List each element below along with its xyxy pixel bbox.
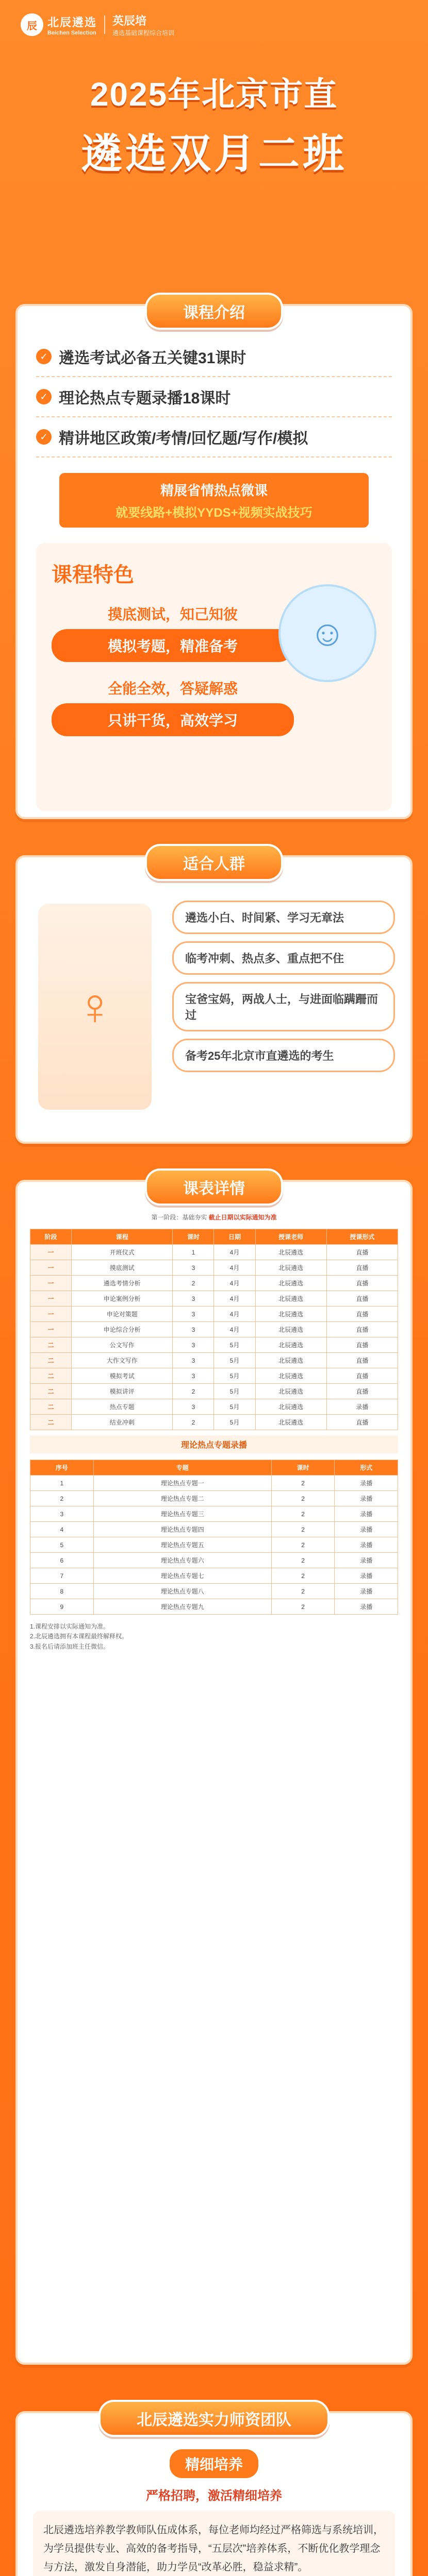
table-header-row [30, 1460, 398, 1476]
table-row [30, 1476, 398, 1491]
schedule-note-red: 截止日期以实际通知为准 [208, 1214, 277, 1221]
table-cell: 直播 [326, 1260, 398, 1276]
team-sub-title: 精细培养 [170, 2449, 258, 2478]
table-cell: 4月 [214, 1260, 255, 1276]
table-cell: 直播 [326, 1322, 398, 1337]
highlight-title: 精展省情热点微课 [160, 483, 268, 498]
check-icon: ✓ [36, 389, 52, 404]
table-cell: 5月 [214, 1384, 255, 1399]
table-cell: 2 [271, 1537, 335, 1553]
schedule-tag: 课表详情 [145, 1168, 283, 1206]
table-cell: 申论综合分析 [72, 1322, 173, 1337]
table-cell: 二 [30, 1384, 72, 1399]
table-header: 形式 [335, 1460, 398, 1476]
schedule-table [30, 1229, 398, 1430]
table-row [30, 1568, 398, 1584]
team-card [15, 2411, 413, 2576]
table-cell: 2 [271, 1522, 335, 1537]
table-cell: 模拟考试 [72, 1368, 173, 1384]
table-cell: 2 [271, 1506, 335, 1522]
table-cell: 理论热点专题九 [93, 1599, 271, 1615]
table-cell: 直播 [326, 1337, 398, 1353]
audience-item: 遴选小白、时间紧、学习无章法 [172, 901, 395, 934]
table-cell: 北辰遴选 [255, 1245, 326, 1260]
table-cell: 二 [30, 1368, 72, 1384]
feature-line: 摸底测试，知己知彼 [107, 606, 238, 622]
feature-block [52, 677, 294, 736]
table-cell: 2 [173, 1415, 214, 1430]
logo-main-text: 北辰遴选 [47, 15, 97, 29]
table-cell: 直播 [326, 1415, 398, 1430]
table-cell: 3 [173, 1368, 214, 1384]
table-cell: 5月 [214, 1415, 255, 1430]
table-row [30, 1584, 398, 1599]
course-intro-card [15, 304, 413, 819]
recorded-table [30, 1460, 398, 1615]
table-header: 授课老师 [255, 1229, 326, 1245]
table-cell: 遴选考情分析 [72, 1276, 173, 1291]
team-paragraph: 北辰遴选培养教学教师队伍成体系，每位老师均经过严格筛选与系统培训，为学员提供专业、高效的备考指导，“五层次”培养体系，不断优化教学理念与方法，激发自身潜能，助力学员“改革必胜，稳益求精”。 [33, 2511, 395, 2576]
table-cell: 5月 [214, 1353, 255, 1368]
table-cell: 2 [271, 1491, 335, 1506]
table-cell: 申论案例分析 [72, 1291, 173, 1307]
table-cell: 2 [271, 1584, 335, 1599]
schedule-card [15, 1180, 413, 2365]
table-cell: 录播 [335, 1491, 398, 1506]
table-cell: 热点专题 [72, 1399, 173, 1415]
table-cell: 7 [30, 1568, 94, 1584]
table-cell: 4月 [214, 1276, 255, 1291]
table-cell: 申论对策题 [72, 1307, 173, 1322]
table-cell: 理论热点专题八 [93, 1584, 271, 1599]
table-cell: 北辰遴选 [255, 1337, 326, 1353]
logo-sub-text: Beichen Selection [47, 29, 96, 36]
table-cell: 理论热点专题七 [93, 1568, 271, 1584]
table-cell: 北辰遴选 [255, 1399, 326, 1415]
audience-card [15, 855, 413, 1144]
table-row [30, 1506, 398, 1522]
check-icon: ✓ [36, 429, 52, 445]
table-row [30, 1337, 398, 1353]
logo-mark-icon: 辰 [21, 13, 43, 36]
table-cell: 北辰遴选 [255, 1307, 326, 1322]
schedule-note [30, 1213, 398, 1223]
table-cell: 理论热点专题五 [93, 1537, 271, 1553]
audience-item: 宝爸宝妈，两战人士，与进面临蹒跚而过 [172, 982, 395, 1031]
table-cell: 模拟讲评 [72, 1384, 173, 1399]
table-header: 日期 [214, 1229, 255, 1245]
table-cell: 一 [30, 1276, 72, 1291]
table-row [30, 1553, 398, 1568]
recorded-table-title: 理论热点专题录播 [30, 1435, 398, 1453]
recorded-table-body [30, 1476, 398, 1615]
table-cell: 4 [30, 1522, 94, 1537]
intro-item-text: 理论热点专题录播18课时 [59, 390, 231, 407]
table-cell: 一 [30, 1307, 72, 1322]
table-cell: 8 [30, 1584, 94, 1599]
table-cell: 5月 [214, 1368, 255, 1384]
table-cell: 3 [173, 1307, 214, 1322]
table-cell: 2 [173, 1384, 214, 1399]
table-cell: 9 [30, 1599, 94, 1615]
team-subheader [33, 2449, 395, 2503]
table-cell: 一 [30, 1260, 72, 1276]
table-row [30, 1260, 398, 1276]
table-cell: 2 [271, 1568, 335, 1584]
hero-title-line1: 2025年北京市直 [90, 76, 338, 113]
intro-item [36, 377, 392, 417]
course-intro-tag: 课程介绍 [145, 293, 283, 330]
table-cell: 一 [30, 1322, 72, 1337]
table-cell: 4月 [214, 1245, 255, 1260]
table-cell: 理论热点专题二 [93, 1491, 271, 1506]
table-cell: 录播 [335, 1568, 398, 1584]
table-cell: 2 [30, 1491, 94, 1506]
hero-title [21, 68, 407, 180]
table-cell: 北辰遴选 [255, 1384, 326, 1399]
beichen-logo [21, 13, 97, 36]
table-row [30, 1245, 398, 1260]
audience-item: 临考冲刺、热点多、重点把不住 [172, 941, 395, 975]
table-row [30, 1307, 398, 1322]
table-cell: 1 [30, 1476, 94, 1491]
table-header: 序号 [30, 1460, 94, 1476]
table-cell: 录播 [326, 1399, 398, 1415]
table-header: 课时 [173, 1229, 214, 1245]
intro-item-text: 精讲地区政策/考情/回忆题/写作/模拟 [59, 430, 308, 447]
table-row [30, 1599, 398, 1615]
audience-list [172, 901, 395, 1072]
partner-brand: 英辰培 [112, 14, 147, 27]
table-cell: 6 [30, 1553, 94, 1568]
table-cell: 直播 [326, 1245, 398, 1260]
table-row [30, 1276, 398, 1291]
table-cell: 直播 [326, 1384, 398, 1399]
schedule-footer-notes [30, 1622, 398, 1652]
table-cell: 录播 [335, 1506, 398, 1522]
table-cell: 2 [271, 1599, 335, 1615]
footer-note: 2.北辰遴选拥有本课程最终解释权。 [30, 1633, 128, 1640]
table-row [30, 1491, 398, 1506]
table-cell: 4月 [214, 1307, 255, 1322]
top-brand-bar [21, 12, 407, 37]
intro-item [36, 417, 392, 457]
intro-item-text: 遴选考试必备五关键31课时 [59, 350, 246, 367]
team-tag: 北辰遴选实力师资团队 [98, 2400, 330, 2437]
table-cell: 3 [173, 1322, 214, 1337]
table-cell: 录播 [335, 1599, 398, 1615]
footer-note: 1.课程安排以实际通知为准。 [30, 1623, 110, 1631]
table-header: 课程 [72, 1229, 173, 1245]
table-cell: 北辰遴选 [255, 1291, 326, 1307]
partner-brand-sub: 遴选基础课程综合培训 [112, 29, 175, 37]
table-row [30, 1415, 398, 1430]
table-cell: 开班仪式 [72, 1245, 173, 1260]
table-row [30, 1322, 398, 1337]
table-header: 专题 [93, 1460, 271, 1476]
mascot-icon: ☺ [278, 584, 376, 682]
table-cell: 3 [30, 1506, 94, 1522]
table-row [30, 1368, 398, 1384]
team-red-line: 严格招聘，激活精细培养 [146, 2489, 282, 2503]
table-row [30, 1399, 398, 1415]
check-icon: ✓ [36, 349, 52, 364]
table-cell: 一 [30, 1245, 72, 1260]
table-cell: 理论热点专题三 [93, 1506, 271, 1522]
table-cell: 录播 [335, 1553, 398, 1568]
schedule-note-line: 第一阶段：基础夯实 [151, 1214, 207, 1221]
feature-title: 课程特色 [52, 564, 134, 586]
table-cell: 结业冲刺 [72, 1415, 173, 1430]
table-cell: 4月 [214, 1291, 255, 1307]
table-cell: 2 [271, 1476, 335, 1491]
footer-note: 3.报名后请添加班主任微信。 [30, 1642, 110, 1650]
table-cell: 北辰遴选 [255, 1260, 326, 1276]
audience-item: 备考25年北京市直遴选的考生 [172, 1039, 395, 1072]
table-cell: 5 [30, 1537, 94, 1553]
table-cell: 3 [173, 1260, 214, 1276]
feature-line: 全能全效，答疑解惑 [107, 681, 238, 697]
table-cell: 二 [30, 1337, 72, 1353]
intro-list [36, 337, 392, 457]
table-cell: 5月 [214, 1399, 255, 1415]
feature-pill: 只讲干货，高效学习 [52, 703, 294, 736]
table-cell: 一 [30, 1291, 72, 1307]
table-cell: 3 [173, 1353, 214, 1368]
table-cell: 直播 [326, 1368, 398, 1384]
intro-item [36, 337, 392, 377]
table-cell: 直播 [326, 1276, 398, 1291]
table-cell: 3 [173, 1337, 214, 1353]
table-cell: 录播 [335, 1584, 398, 1599]
table-row [30, 1522, 398, 1537]
table-cell: 公文写作 [72, 1337, 173, 1353]
table-cell: 录播 [335, 1537, 398, 1553]
table-cell: 二 [30, 1353, 72, 1368]
table-row [30, 1353, 398, 1368]
table-cell: 4月 [214, 1322, 255, 1337]
table-cell: 北辰遴选 [255, 1415, 326, 1430]
table-row [30, 1537, 398, 1553]
table-cell: 北辰遴选 [255, 1322, 326, 1337]
table-cell: 摸底测试 [72, 1260, 173, 1276]
table-cell: 录播 [335, 1476, 398, 1491]
table-cell: 理论热点专题一 [93, 1476, 271, 1491]
table-cell: 二 [30, 1415, 72, 1430]
table-cell: 1 [173, 1245, 214, 1260]
hero-header [0, 0, 428, 289]
table-cell: 大作文写作 [72, 1353, 173, 1368]
table-header: 课时 [271, 1460, 335, 1476]
table-cell: 录播 [335, 1522, 398, 1537]
table-cell: 二 [30, 1399, 72, 1415]
table-cell: 北辰遴选 [255, 1353, 326, 1368]
feature-panel [36, 543, 392, 811]
table-cell: 3 [173, 1399, 214, 1415]
table-header-row [30, 1229, 398, 1245]
brand-divider [104, 15, 105, 34]
table-cell: 北辰遴选 [255, 1276, 326, 1291]
schedule-table-body [30, 1245, 398, 1430]
table-cell: 理论热点专题四 [93, 1522, 271, 1537]
table-cell: 直播 [326, 1353, 398, 1368]
table-cell: 直播 [326, 1291, 398, 1307]
teacher-illustration-icon: ♀ [38, 904, 152, 1110]
highlight-sub: 就要线路+模拟YYDS+视频实战技巧 [116, 506, 312, 520]
table-cell: 2 [173, 1276, 214, 1291]
audience-tag: 适合人群 [145, 844, 283, 881]
table-cell: 直播 [326, 1307, 398, 1322]
table-header: 授课形式 [326, 1229, 398, 1245]
table-cell: 2 [271, 1553, 335, 1568]
table-cell: 5月 [214, 1337, 255, 1353]
hero-title-line2: 遴选双月二班 [81, 131, 347, 177]
table-row [30, 1291, 398, 1307]
table-cell: 北辰遴选 [255, 1368, 326, 1384]
highlight-box [59, 473, 369, 528]
feature-block [52, 603, 294, 662]
table-header: 阶段 [30, 1229, 72, 1245]
table-cell: 3 [173, 1291, 214, 1307]
feature-pill: 模拟考题，精准备考 [52, 629, 294, 662]
table-row [30, 1384, 398, 1399]
table-cell: 理论热点专题六 [93, 1553, 271, 1568]
